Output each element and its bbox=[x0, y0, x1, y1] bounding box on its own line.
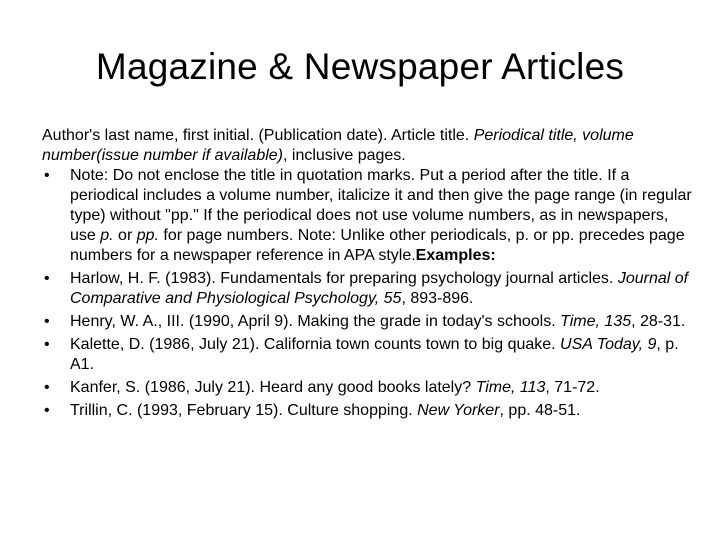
bullet-marker: • bbox=[44, 270, 50, 287]
example-text: Harlow, H. F. (1983). Fundamentals for preparing psychology journal articles. bbox=[70, 270, 618, 287]
note-text: for page numbers. Note: Unlike other periodicals, p. or pp. precedes page numbers for a newspaper reference in APA style. bbox=[70, 227, 685, 264]
example-pages: , 28-31. bbox=[631, 313, 686, 330]
note-bullet bbox=[42, 166, 692, 266]
format-part: , inclusive pages. bbox=[283, 147, 406, 164]
note-text: or bbox=[113, 227, 137, 244]
bullet-marker: • bbox=[44, 379, 50, 396]
example-source: Time, 113 bbox=[475, 379, 546, 396]
format-part: Author's last name, first initial. (Publication date). Article title. bbox=[42, 127, 474, 144]
examples-label: Examples: bbox=[415, 247, 496, 264]
example-text: Trillin, C. (1993, February 15). Culture shopping. bbox=[70, 402, 418, 419]
bullet-marker: • bbox=[44, 167, 50, 184]
note-text: Note: Do not enclose the title in quotation marks. Put a period after the title. If a periodical includes a volume number, italicize it and then give the page range (in regular type) without "pp." If the periodical does not use volume numbers, as in newspapers, use bbox=[70, 167, 692, 244]
example-text: Kalette, D. (1986, July 21). California town counts town to big quake. bbox=[70, 336, 561, 353]
example-pages: , pp. 48-51. bbox=[499, 402, 581, 419]
slide-content bbox=[42, 126, 692, 424]
example-bullet bbox=[42, 378, 692, 398]
example-text: Henry, W. A., III. (1990, April 9). Making the grade in today's schools. bbox=[70, 313, 561, 330]
example-source: Journal of Comparative and Physiological Psychology, 55 bbox=[70, 270, 689, 307]
format-italic-part: Periodical title, volume number(issue number if available) bbox=[42, 127, 634, 164]
bullet-marker: • bbox=[44, 313, 50, 330]
format-description bbox=[42, 126, 692, 166]
example-pages: , 893-896. bbox=[401, 290, 474, 307]
example-bullet bbox=[42, 401, 692, 421]
example-bullet bbox=[42, 269, 692, 309]
slide-title: Magazine & Newspaper Articles bbox=[95, 46, 625, 87]
example-text: Kanfer, S. (1986, July 21). Heard any good books lately? bbox=[70, 379, 476, 396]
bullet-list bbox=[42, 166, 692, 421]
example-bullet bbox=[42, 312, 692, 332]
example-source: New Yorker bbox=[417, 402, 500, 419]
example-pages: , p. A1. bbox=[70, 336, 679, 373]
example-pages: , 71-72. bbox=[545, 379, 600, 396]
example-source: USA Today, 9 bbox=[560, 336, 657, 353]
example-source: Time, 135 bbox=[560, 313, 632, 330]
bullet-marker: • bbox=[44, 402, 50, 419]
bullet-marker: • bbox=[44, 336, 50, 353]
example-bullet bbox=[42, 335, 692, 375]
note-italic: p. bbox=[100, 227, 114, 244]
note-italic: pp. bbox=[136, 227, 159, 244]
